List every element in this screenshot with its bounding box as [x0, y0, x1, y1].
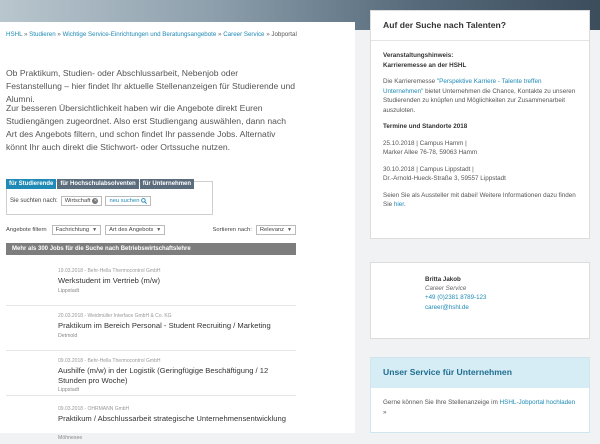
contact-role: Career Service: [425, 285, 467, 293]
filter-label: Angebote filtern: [6, 227, 47, 233]
chevron-down-icon: ▼: [287, 227, 292, 233]
date-lippstadt-line2: Dr.-Arnold-Hueck-Straße 3, 59557 Lippstadt: [383, 175, 506, 182]
date-hamm-line2: Marker Allee 76-78, 59063 Hamm: [383, 149, 478, 156]
new-search-button[interactable]: [105, 196, 151, 206]
event-hint-subtitle: Karrieremesse an der HSHL: [383, 61, 467, 69]
more-info-link[interactable]: hier: [393, 201, 405, 208]
breadcrumb: HSHL » Studieren » Wichtige Service-Einrichtungen und Beratungsangebote » Career Service » Jobportal: [6, 31, 297, 38]
breadcrumb-service[interactable]: Wichtige Service-Einrichtungen und Beratungsangebote: [62, 31, 217, 38]
audience-tabs: [6, 179, 194, 189]
avatar: [383, 273, 423, 325]
job-title[interactable]: Werkstudent im Vertrieb (m/w): [58, 276, 160, 285]
search-chip[interactable]: [61, 196, 103, 206]
service-card-title: Unser Service für Unternehmen: [383, 367, 512, 377]
event-text-a: Die Karrieremesse: [383, 78, 437, 85]
search-label: Sie suchten nach:: [10, 198, 58, 204]
tab-studierende[interactable]: für Studierende: [6, 179, 56, 189]
sort-label: Sortieren nach:: [212, 227, 252, 233]
contact-email[interactable]: career@hshl.de: [425, 303, 469, 311]
service-card: [370, 357, 590, 433]
job-title[interactable]: Aushilfe (m/w) in der Logistik (Geringfügige Beschäftigung / 12 Stunden pro Woche): [58, 366, 269, 385]
job-listing[interactable]: [6, 262, 296, 306]
talent-card-header: [371, 11, 589, 41]
service-card-body: [383, 398, 579, 417]
tab-unternehmen[interactable]: für Unternehmen: [140, 179, 194, 189]
contact-info: [425, 275, 486, 312]
contact-phone[interactable]: +49 (0)2381 8789-123: [425, 294, 487, 302]
service-text-end: »: [383, 408, 387, 416]
intro-paragraph-1: Ob Praktikum, Studien- oder Abschlussarbeit, Nebenjob oder Festanstellung – hier findet Ihr aktuelle Stellenanzeigen für Studierende und Alumni.: [6, 68, 296, 104]
talent-card: [370, 10, 590, 239]
tab-absolventen[interactable]: für Hochschulabsolventen: [57, 179, 138, 189]
fachrichtung-select-value: Fachrichtung: [55, 227, 90, 233]
service-text: Gerne können Sie Ihre Stellenanzeige im: [383, 399, 500, 406]
results-count-bar: Mehr als 300 Jobs für die Suche nach Betriebswirtschaftslehre: [6, 243, 296, 255]
job-listing[interactable]: [6, 307, 296, 351]
upload-job-link[interactable]: HSHL-Jobportal hochladen: [499, 399, 576, 406]
sort-select[interactable]: [256, 225, 296, 235]
contact-card: [370, 262, 590, 339]
job-location: Möhnesee: [58, 435, 83, 441]
job-meta: 19.03.2018 - Behr-Hella Thermocontrol GmbH: [58, 268, 161, 274]
intro-paragraph-2: Zur besseren Übersichtlichkeit haben wir die Angebote direkt Euren Studiengängen zugeordnet. Also erst Studiengang auswählen, dann nach Art des Angebots filtern, und schon findet Ihr passende Jobs. Alternativ könnt Ihr auch direkt die Stichwort- oder Ortssuche nutzen.: [6, 103, 286, 152]
breadcrumb-current: Jobportal: [271, 31, 297, 38]
filter-row: [6, 223, 296, 237]
job-title[interactable]: Praktikum im Bereich Personal - Student Recruiting / Marketing: [58, 321, 271, 330]
chevron-down-icon: ▼: [92, 227, 98, 233]
job-meta: 09.03.2018 - Behr-Hella Thermocontrol GmbH: [58, 358, 161, 364]
job-location: Lippstadt: [58, 387, 80, 393]
job-meta: 09.03.2018 - OHRMANN GmbH: [58, 406, 130, 412]
angebot-select[interactable]: [105, 225, 165, 235]
career-fair-link[interactable]: "Perspektive Karriere - Talente treffen Unternehmen": [383, 78, 542, 95]
breadcrumb-career[interactable]: Career Service: [223, 31, 265, 38]
chevron-down-icon: ▼: [156, 227, 162, 233]
breadcrumb-studieren[interactable]: Studieren: [29, 31, 56, 38]
exhibitor-text-end: .: [404, 201, 406, 208]
job-listing[interactable]: [6, 400, 296, 444]
contact-name: Britta Jakob: [425, 276, 461, 283]
talent-card-title: Auf der Suche nach Talenten?: [383, 20, 507, 30]
new-search-label: neu suchen: [109, 198, 140, 204]
job-location: Detmold: [58, 333, 78, 339]
main-content: [0, 22, 355, 441]
job-location: Lippstadt: [58, 288, 80, 294]
event-hint-title: Veranstaltungshinweis:: [383, 52, 454, 59]
sort-select-value: Relevanz: [259, 227, 285, 233]
date-hamm-line1: 25.10.2018 | Campus Hamm |: [383, 139, 467, 147]
service-card-header: [371, 358, 589, 388]
date-lippstadt-line1: 30.10.2018 | Campus Lippstadt |: [383, 165, 474, 173]
search-row: [6, 194, 151, 208]
search-icon: [141, 198, 147, 204]
talent-card-body: [383, 51, 579, 217]
remove-chip-icon[interactable]: ×: [94, 198, 97, 204]
dates-title: Termine und Standorte 2018: [383, 123, 468, 130]
job-listing[interactable]: [6, 352, 296, 396]
breadcrumb-hshl[interactable]: HSHL: [6, 31, 23, 38]
angebot-select-value: Art des Angebots: [109, 227, 154, 233]
search-chip-label: Wirtschaft: [64, 198, 91, 204]
exhibitor-text: Seien Sie als Aussteller mit dabei! Weitere Informationen dazu finden Sie: [383, 191, 576, 208]
job-title[interactable]: Praktikum / Abschlussarbeit strategische Unternehmensentwicklung: [58, 414, 286, 423]
job-meta: 20.03.2018 - Weidmüller Interface GmbH & Co. KG: [58, 313, 172, 319]
fachrichtung-select[interactable]: [52, 225, 101, 235]
event-text-b: bietet Unternehmen die Chance, Kontakte zu unseren Studierenden zu knüpfen und Möglichkeiten zur Zusammenarbeit auszuloten.: [383, 87, 576, 114]
